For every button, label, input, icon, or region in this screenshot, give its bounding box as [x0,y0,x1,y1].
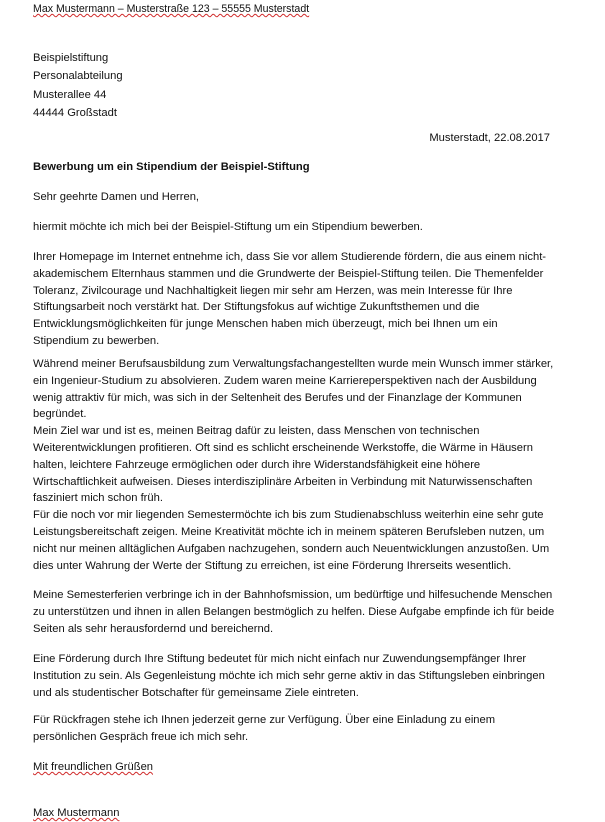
salutation: Sehr geehrte Damen und Herren, [33,191,200,203]
paragraph-ausbildung: Während meiner Berufsausbildung zum Verwaltungsfachangestellten wurde mein Wunsch immer stärker, ein Ingenieur-Studium zu absolvieren. Zudem waren meine Karriereperspektiven nach der Ausbildung wenig attraktiv für mich, was sich in der Seltenheit des Berufes und der Finanzlage der Kommunen begründet. [33,358,554,421]
paragraph-semester: Für die noch vor mir liegenden Semestermöchte ich bis zum Studienabschluss weiterhin eine sehr gute Leistungsbereitschaft zeigen. Meine Kreativität möchte ich in meinem späteren Berufsleben nutzen, um nicht nur meinen alltäglichen Aufgaben nachzugehen, sondern auch Neuentwicklungen anzustoßen. Um dies unter Wahrung der Werte der Stiftung zu erreichen, ist eine Förderung Ihrerseits wesentlich. [33,509,550,572]
paragraph-foerderung: Eine Förderung durch Ihre Stiftung bedeutet für mich nicht einfach nur Zuwendungsempfänger Ihrer Institution zu sein. Als Gegenleistung möchte ich mich sehr gerne aktiv in das Stiftungsleben einbringen und als studentischer Botschafter für gemeinsame Ziele eintreten. [33,653,545,699]
paragraph-group-motivation [33,356,555,574]
paragraph-homepage: Ihrer Homepage im Internet entnehme ich, dass Sie vor allem Studierende fördern, die aus einem nicht-akademischem Elternhaus stammen und die Grundwerte der Beispiel-Stiftung teilen. Die Themenfelder Toleranz, Zivilcourage und Nachhaltigkeit liegen mir sehr am Herzen, was mein Interesse für Ihre Stiftungsarbeit noch verstärkt hat. Der Stiftungsfokus auf wichtige Zukunftsthemen und die Entwicklungsmöglichkeiten für junge Menschen haben mich überzeugt, mich bei Ihnen um ein Stipendium zu bewerben. [33,251,547,347]
closing-line: Mit freundlichen Grüßen [33,761,154,773]
paragraph-ziel: Mein Ziel war und ist es, meinen Beitrag dafür zu leisten, dass Menschen von technischen Weiterentwicklungen profitieren. Oft sind es schlicht erscheinende Werkstoffe, die Wärme in Häusern halten, leichtere Fahrzeuge ermöglichen oder durch ihre Widerstandsfähigkeit eine höhere Wirtschaftlichkeit aufweisen. Dieses interdisziplinäre Arbeiten in Verbindung mit Naturwissenschaften fasziniert mich schon früh. [33,425,533,505]
paragraph-ferien: Meine Semesterferien verbringe ich in der Bahnhofsmission, um bedürftige und hilfesuchende Menschen zu unterstützen und ihnen in allen Belangen bestmöglich zu helfen. Diese Aufgabe empfinde ich für beide Seiten als sehr herausfordernd und bereichernd. [33,589,555,635]
sender-address-line: Max Mustermann – Musterstraße 123 – 55555 Musterstadt [33,3,310,15]
subject-line: Bewerbung um ein Stipendium der Beispiel-Stiftung [33,161,310,173]
recipient-line: Beispielstiftung [33,52,109,64]
signature-name: Max Mustermann [33,807,120,819]
recipient-line: Musterallee 44 [33,88,107,101]
intro-paragraph: hiermit möchte ich mich bei der Beispiel-Stiftung um ein Stipendium bewerben. [33,221,423,233]
recipient-address [33,49,123,122]
recipient-line: Personalabteilung [33,70,123,83]
date-line: Musterstadt, 22.08.2017 [429,132,550,144]
paragraph-rueckfragen: Für Rückfragen stehe ich Ihnen jederzeit gerne zur Verfügung. Über eine Einladung zu einem persönlichen Gespräch freue ich mich sehr. [33,714,496,743]
recipient-line: 44444 Großstadt [33,106,117,119]
